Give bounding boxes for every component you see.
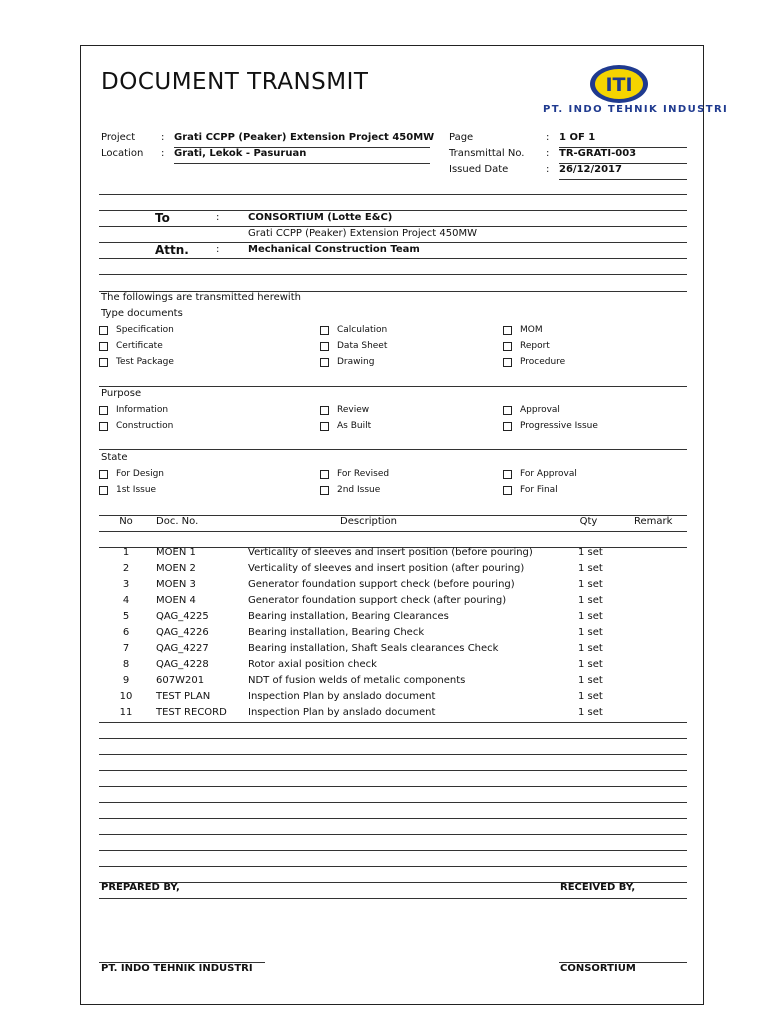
row-description: Inspection Plan by anslado document bbox=[248, 691, 436, 702]
state-heading: State bbox=[101, 452, 128, 463]
row-qty: 1 set bbox=[578, 627, 603, 638]
option-label: Drawing bbox=[337, 357, 375, 367]
option-label: Review bbox=[337, 405, 370, 415]
colon: : bbox=[216, 212, 220, 223]
row-qty: 1 set bbox=[578, 675, 603, 686]
option-label: Procedure bbox=[520, 357, 566, 367]
col-header-qty: Qty bbox=[579, 516, 598, 527]
to-subtitle: Grati CCPP (Peaker) Extension Project 450MW bbox=[248, 228, 477, 239]
row-description: Bearing installation, Bearing Clearances bbox=[248, 611, 449, 622]
checkbox[interactable] bbox=[503, 358, 512, 367]
checkbox[interactable] bbox=[99, 422, 108, 431]
row-no: 7 bbox=[122, 643, 130, 654]
checkbox[interactable] bbox=[503, 406, 512, 415]
col-header-description: Description bbox=[340, 516, 397, 527]
row-doc-no: QAG_4226 bbox=[156, 627, 209, 638]
checkbox[interactable] bbox=[99, 406, 108, 415]
row-description: Verticality of sleeves and insert position (before pouring) bbox=[248, 547, 533, 558]
option-label: As Built bbox=[337, 421, 372, 431]
to-value: CONSORTIUM (Lotte E&C) bbox=[248, 212, 393, 223]
row-description: Verticality of sleeves and insert position (after pouring) bbox=[248, 563, 525, 574]
checkbox[interactable] bbox=[503, 422, 512, 431]
project-value: Grati CCPP (Peaker) Extension Project 450MW bbox=[174, 132, 435, 143]
row-no: 3 bbox=[122, 579, 130, 590]
row-doc-no: MOEN 3 bbox=[156, 579, 196, 590]
colon: : bbox=[546, 148, 550, 159]
row-qty: 1 set bbox=[578, 579, 603, 590]
row-qty: 1 set bbox=[578, 659, 603, 670]
row-description: Bearing installation, Bearing Check bbox=[248, 627, 425, 638]
row-qty: 1 set bbox=[578, 643, 603, 654]
option-label: Specification bbox=[116, 325, 174, 335]
type-documents-heading: Type documents bbox=[101, 308, 183, 319]
row-doc-no: MOEN 2 bbox=[156, 563, 196, 574]
checkbox[interactable] bbox=[99, 358, 108, 367]
row-no: 6 bbox=[122, 627, 130, 638]
option-label: Calculation bbox=[337, 325, 388, 335]
logo-mark: ITI bbox=[605, 74, 633, 96]
project-label: Project bbox=[101, 132, 136, 143]
option-label: 1st Issue bbox=[116, 485, 157, 495]
page-title: DOCUMENT TRANSMIT bbox=[101, 69, 369, 95]
checkbox[interactable] bbox=[320, 326, 329, 335]
checkbox[interactable] bbox=[320, 470, 329, 479]
row-no: 5 bbox=[122, 611, 130, 622]
colon: : bbox=[161, 132, 165, 143]
option-label: Construction bbox=[116, 421, 174, 431]
option-label: Information bbox=[116, 405, 169, 415]
option-label: For Revised bbox=[337, 469, 390, 479]
row-qty: 1 set bbox=[578, 547, 603, 558]
row-qty: 1 set bbox=[578, 707, 603, 718]
row-no: 8 bbox=[122, 659, 130, 670]
page-value: 1 OF 1 bbox=[559, 132, 596, 143]
checkbox[interactable] bbox=[503, 470, 512, 479]
col-header-remark: Remark bbox=[634, 516, 673, 527]
checkbox[interactable] bbox=[320, 486, 329, 495]
page-label: Page bbox=[449, 132, 474, 143]
checkbox[interactable] bbox=[99, 470, 108, 479]
col-header-no: No bbox=[119, 516, 133, 527]
colon: : bbox=[216, 244, 220, 255]
issued-value: 26/12/2017 bbox=[559, 164, 622, 175]
prepared-by-label: PREPARED BY, bbox=[101, 882, 180, 893]
row-doc-no: MOEN 4 bbox=[156, 595, 196, 606]
checkbox[interactable] bbox=[99, 326, 108, 335]
option-label: MOM bbox=[520, 325, 543, 335]
location-label: Location bbox=[101, 148, 144, 159]
to-label: To bbox=[155, 211, 170, 225]
location-value: Grati, Lekok - Pasuruan bbox=[174, 148, 307, 159]
row-doc-no: TEST PLAN bbox=[156, 691, 211, 702]
attn-label: Attn. bbox=[155, 243, 189, 257]
row-description: Bearing installation, Shaft Seals clearances Check bbox=[248, 643, 499, 654]
row-no: 1 bbox=[122, 547, 130, 558]
checkbox[interactable] bbox=[503, 326, 512, 335]
row-description: NDT of fusion welds of metalic components bbox=[248, 675, 466, 686]
checkbox[interactable] bbox=[503, 342, 512, 351]
row-no: 11 bbox=[119, 707, 133, 718]
colon: : bbox=[546, 164, 550, 175]
checkbox[interactable] bbox=[320, 342, 329, 351]
row-description: Rotor axial position check bbox=[248, 659, 377, 670]
row-description: Generator foundation support check (before pouring) bbox=[248, 579, 515, 590]
option-label: For Final bbox=[520, 485, 558, 495]
row-doc-no: QAG_4228 bbox=[156, 659, 209, 670]
colon: : bbox=[546, 132, 550, 143]
row-qty: 1 set bbox=[578, 611, 603, 622]
issued-label: Issued Date bbox=[449, 164, 509, 175]
received-company: CONSORTIUM bbox=[560, 963, 636, 974]
company-logo-icon bbox=[589, 64, 651, 104]
row-qty: 1 set bbox=[578, 595, 603, 606]
checkbox[interactable] bbox=[320, 406, 329, 415]
option-label: For Approval bbox=[520, 469, 577, 479]
option-label: 2nd Issue bbox=[337, 485, 381, 495]
purpose-heading: Purpose bbox=[101, 388, 142, 399]
row-no: 4 bbox=[122, 595, 130, 606]
transmittal-label: Transmittal No. bbox=[449, 148, 525, 159]
row-doc-no: 607W201 bbox=[156, 675, 205, 686]
checkbox[interactable] bbox=[320, 422, 329, 431]
row-doc-no: QAG_4227 bbox=[156, 643, 209, 654]
checkbox[interactable] bbox=[99, 342, 108, 351]
company-name: PT. INDO TEHNIK INDUSTRI bbox=[543, 104, 729, 115]
checkbox[interactable] bbox=[99, 486, 108, 495]
received-by-label: RECEIVED BY, bbox=[560, 882, 636, 893]
row-qty: 1 set bbox=[578, 563, 603, 574]
colon: : bbox=[161, 148, 165, 159]
option-label: Report bbox=[520, 341, 550, 351]
option-label: Approval bbox=[520, 405, 560, 415]
row-doc-no: QAG_4225 bbox=[156, 611, 209, 622]
row-doc-no: MOEN 1 bbox=[156, 547, 196, 558]
option-label: For Design bbox=[116, 469, 164, 479]
option-label: Certificate bbox=[116, 341, 163, 351]
row-no: 10 bbox=[119, 691, 133, 702]
option-label: Progressive Issue bbox=[520, 421, 598, 431]
option-label: Data Sheet bbox=[337, 341, 388, 351]
row-description: Inspection Plan by anslado document bbox=[248, 707, 436, 718]
attn-value: Mechanical Construction Team bbox=[248, 244, 420, 255]
checkbox[interactable] bbox=[503, 486, 512, 495]
row-no: 9 bbox=[122, 675, 130, 686]
row-qty: 1 set bbox=[578, 691, 603, 702]
prepared-company: PT. INDO TEHNIK INDUSTRI bbox=[101, 963, 253, 974]
row-no: 2 bbox=[122, 563, 130, 574]
row-description: Generator foundation support check (after pouring) bbox=[248, 595, 507, 606]
transmittal-form bbox=[80, 45, 729, 1005]
option-label: Test Package bbox=[116, 357, 174, 367]
transmittal-value: TR-GRATI-003 bbox=[559, 148, 637, 159]
row-doc-no: TEST RECORD bbox=[156, 707, 227, 718]
col-header-doc: Doc. No. bbox=[156, 516, 199, 527]
checkbox[interactable] bbox=[320, 358, 329, 367]
transmitted-text: The followings are transmitted herewith bbox=[101, 292, 301, 303]
